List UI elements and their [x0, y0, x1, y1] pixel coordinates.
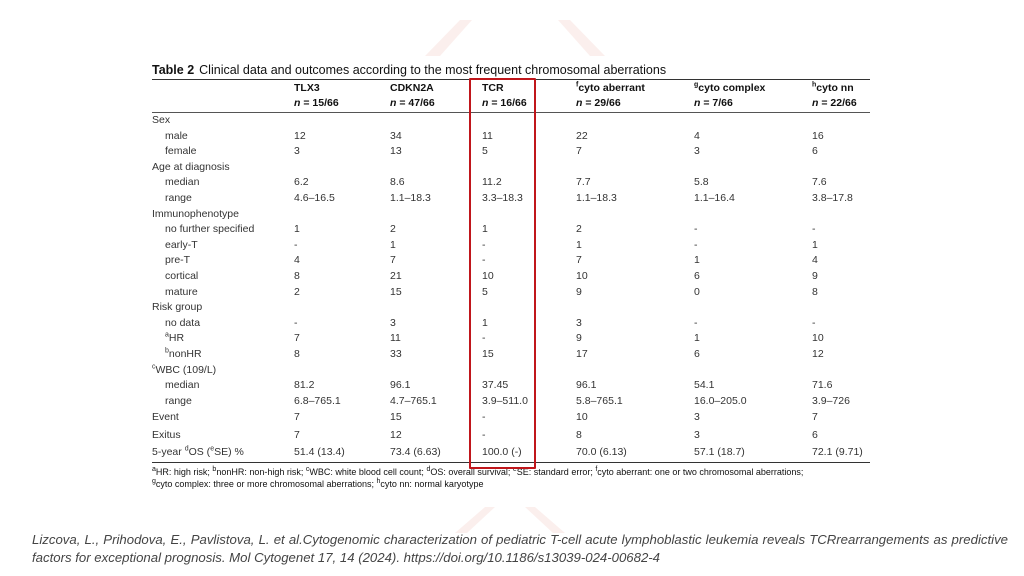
row-label: [152, 316, 294, 332]
table-cell: 10: [576, 411, 588, 424]
table-cell: 15: [482, 347, 494, 360]
column-count-n: n: [694, 97, 701, 109]
table-cell: 15: [390, 285, 402, 298]
table-cell: 3: [576, 316, 582, 329]
empty-cell: [812, 363, 870, 379]
table-cell: 4: [812, 254, 818, 267]
label-text: male: [165, 129, 188, 142]
table-cell: 21: [390, 269, 402, 282]
empty-cell: [294, 113, 390, 129]
empty-cell: [576, 300, 694, 316]
table-cell: 7.6: [812, 176, 827, 189]
footnote-sup: h: [376, 477, 381, 485]
table-cell: 96.1: [390, 379, 411, 392]
table-cell: 10: [482, 269, 494, 282]
column-count-n: n: [294, 97, 301, 109]
empty-cell: [294, 300, 390, 316]
table-cell: 4.6–16.5: [294, 191, 335, 204]
table-cell: -: [294, 238, 298, 251]
column-count-value: 15/66: [312, 97, 339, 109]
empty-cell: [576, 207, 694, 223]
table-cell: 11: [482, 129, 493, 142]
tcr-column-highlight-box: [469, 78, 536, 469]
table-cell: -: [482, 254, 486, 267]
table-cell: 1.1–18.3: [576, 191, 617, 204]
column-count-n: n: [390, 97, 397, 109]
table-cell: 5: [482, 285, 488, 298]
table-cell: 54.1: [694, 379, 715, 392]
table-cell: 4: [294, 254, 300, 267]
table-cell: 1.1–16.4: [694, 191, 735, 204]
label-text: cortical: [165, 269, 199, 282]
label-text: pre-T: [165, 254, 191, 267]
table-cell: 5: [482, 145, 488, 158]
table-cell: 1: [576, 238, 582, 251]
label-text: mature: [165, 285, 198, 298]
table-cell: 12: [390, 428, 402, 441]
table-cell: 71.6: [812, 379, 833, 392]
table-cell: 51.4 (13.4): [294, 446, 345, 459]
table-cell: 3.9–511.0: [482, 394, 528, 407]
table-cell: 8: [576, 428, 582, 441]
empty-cell: [294, 207, 390, 223]
label-sup: a: [165, 331, 169, 339]
table-cell: -: [694, 223, 698, 236]
row-label: [152, 175, 294, 191]
table-cell: 0: [694, 285, 700, 298]
table-cell: 6: [694, 269, 700, 282]
table-cell: 1: [812, 238, 818, 251]
table-title: [152, 62, 870, 79]
empty-cell: [694, 207, 812, 223]
table-cell: 11.2: [482, 176, 502, 189]
table-cell: 15: [390, 411, 402, 424]
table-cell: 81.2: [294, 379, 315, 392]
category-label: [152, 363, 294, 379]
citation-text: Lizcova, L., Prihodova, E., Pavlistova, L. et al.Cytogenomic characterization of pediatric T-cell acute lymphoblastic leukemia reveals TCRrearrangements as predictive factors for exceptional prognosis. Mol Cytogenet 17, 14 (2024). https://doi.org/10.1186/s13039-024-00682-4: [32, 532, 1008, 565]
table-caption: Clinical data and outcomes according to the most frequent chromosomal aberrations: [199, 63, 667, 77]
column-header-name: cyto complex: [698, 82, 766, 94]
column-count-value: 16/66: [500, 97, 527, 109]
table-cell: 7: [294, 428, 300, 441]
row-label: [152, 285, 294, 301]
label-sup: d: [184, 445, 189, 453]
column-header-sup: g: [694, 81, 699, 89]
column-header-name: TCR: [482, 82, 504, 94]
table-cell: 96.1: [576, 379, 597, 392]
label-text: no data: [165, 316, 201, 329]
row-label: [152, 144, 294, 160]
column-count: n = 16/66: [482, 97, 527, 109]
column-count-value: 7/66: [712, 97, 733, 109]
column-header-name: TLX3: [294, 82, 320, 94]
table-cell: 3: [390, 316, 396, 329]
footnote-sup: a: [152, 465, 156, 473]
table-cell: 16: [812, 129, 824, 142]
row-label: [152, 427, 294, 445]
empty-cell: [694, 363, 812, 379]
label-text: range: [165, 191, 192, 204]
table-cell: 3.8–17.8: [812, 191, 853, 204]
empty-cell: [812, 300, 870, 316]
row-label: [152, 331, 294, 347]
label-sup: b: [165, 347, 169, 355]
row-label: [152, 191, 294, 207]
table-cell: 6: [694, 347, 700, 360]
footnote-line-2: $^g$cyto complex: three or more chromosomal aberrations; $^h$cyto nn: normal karyotype: [152, 477, 484, 489]
column-count: n = 22/66: [812, 97, 857, 109]
table-cell: 73.4 (6.63): [390, 446, 441, 459]
table-cell: 57.1 (18.7): [694, 446, 745, 459]
category-label: [152, 113, 294, 129]
column-header-tlx3: [294, 80, 390, 95]
table-cell: -: [482, 238, 486, 251]
table-cell: 9: [576, 332, 582, 345]
table-cell: 7: [390, 254, 396, 267]
table-cell: 5.8–765.1: [576, 394, 623, 407]
label-text: range: [165, 394, 192, 407]
empty-cell: [294, 160, 390, 176]
table-cell: 6.8–765.1: [294, 394, 341, 407]
label-text: Exitus: [152, 428, 181, 441]
table-cell: 2: [576, 223, 582, 236]
row-label: [152, 378, 294, 394]
table-cell: 7: [294, 332, 300, 345]
label-text: Age at diagnosis: [152, 160, 230, 173]
table-cell: -: [482, 428, 486, 441]
table-cell: -: [482, 332, 486, 345]
empty-cell: [576, 363, 694, 379]
table-cell: -: [694, 316, 698, 329]
header-blank: [152, 95, 294, 113]
label-sup: c: [152, 363, 156, 370]
table-cell: 9: [576, 285, 582, 298]
row-label: [152, 347, 294, 363]
row-label: [152, 129, 294, 145]
table-cell: 70.0 (6.13): [576, 446, 627, 459]
table-cell: 1.1–18.3: [390, 191, 431, 204]
table-cell: -: [294, 316, 298, 329]
table-cell: 8.6: [390, 176, 405, 189]
footnote-sup: e: [512, 465, 517, 473]
footnote-sup: b: [212, 465, 217, 473]
column-header-name: cyto aberrant: [578, 82, 645, 94]
empty-cell: [694, 113, 812, 129]
category-label: [152, 160, 294, 176]
category-label: [152, 300, 294, 316]
table-cell: 9: [812, 269, 818, 282]
table-cell: 6: [812, 428, 818, 441]
table-cell: 3: [294, 145, 300, 158]
footnote-line-1: $^a$HR: high risk; $^b$nonHR: non-high risk; $^c$WBC: white blood cell count; $^d$OS: overall survival; $^e$SE: standard error; $^f$cyto aberrant: one or two chromosomal aberrations;: [152, 465, 804, 477]
column-header-name: CDKN2A: [390, 82, 434, 94]
table-cell: 8: [812, 285, 818, 298]
column-count-value: 22/66: [830, 97, 857, 109]
label-sup: e: [210, 445, 215, 453]
table-cell: 8: [294, 347, 300, 360]
label-text: Immunophenotype: [152, 207, 239, 220]
label-text: nonHR: [168, 347, 202, 360]
table-cell: 13: [390, 145, 402, 158]
label-text: early-T: [165, 238, 198, 251]
column-header-cyto-complex: [694, 80, 812, 95]
footnote-sup: g: [152, 477, 156, 485]
empty-cell: [576, 160, 694, 176]
table-cell: 7: [294, 411, 300, 424]
label-text: HR: [168, 332, 185, 345]
column-count-value: 47/66: [408, 97, 435, 109]
table-cell: 33: [390, 347, 402, 360]
table-footnote: [152, 466, 870, 490]
table-cell: 4.7–765.1: [390, 394, 437, 407]
empty-cell: [812, 113, 870, 129]
table-cell: 7: [812, 411, 818, 424]
label-text: median: [165, 379, 200, 392]
watermark-logo: [420, 18, 610, 58]
column-header-sup: f: [576, 81, 579, 89]
table-cell: 6: [812, 145, 818, 158]
table-cell: -: [812, 223, 816, 236]
empty-cell: [812, 160, 870, 176]
row-label: [152, 394, 294, 410]
category-label: [152, 207, 294, 223]
column-count-n: n: [482, 97, 489, 109]
footnote-sup: c: [305, 465, 310, 473]
table-cell: 17: [576, 347, 588, 360]
label-text: Risk group: [152, 301, 203, 314]
table-cell: 3.3–18.3: [482, 191, 523, 204]
empty-cell: [576, 113, 694, 129]
column-count-value: 29/66: [594, 97, 621, 109]
table-cell: -: [694, 238, 698, 251]
label-text: Event: [152, 411, 179, 424]
table-cell: 3: [694, 428, 700, 441]
table-cell: 4: [694, 129, 700, 142]
table-cell: 1: [294, 223, 300, 236]
row-label: [152, 222, 294, 238]
table-cell: -: [482, 411, 486, 424]
table-cell: 10: [576, 269, 588, 282]
row-label: [152, 238, 294, 254]
table-number: Table 2: [152, 63, 195, 77]
table-cell: 37.45: [482, 379, 509, 392]
column-count: n = 29/66: [576, 97, 621, 109]
column-header-cyto-nn: [812, 80, 870, 95]
table-cell: 34: [390, 129, 402, 142]
table-cell: 22: [576, 129, 588, 142]
column-count-n: n: [576, 97, 583, 109]
header-blank: [152, 80, 294, 95]
table-cell: 7: [576, 145, 582, 158]
column-header-name: cyto nn: [816, 82, 854, 94]
table-cell: 1: [482, 223, 488, 236]
column-count-n: n: [812, 97, 819, 109]
table-cell: 8: [294, 269, 300, 282]
table-cell: 1: [390, 238, 396, 251]
column-count: n = 47/66: [390, 97, 435, 109]
table-cell: 12: [294, 129, 306, 142]
table-cell: 12: [812, 347, 824, 360]
table-cell: 3.9–726: [812, 394, 850, 407]
row-label: 5-year $^d$OS ($^e$SE) %: [152, 445, 244, 459]
footnote-sup: f: [595, 465, 598, 473]
table-cell: 5.8: [694, 176, 709, 189]
empty-cell: [694, 300, 812, 316]
label-text: median: [165, 176, 200, 189]
table-cell: 7: [576, 254, 582, 267]
table-cell: 6.2: [294, 176, 309, 189]
empty-cell: [812, 207, 870, 223]
table-cell: 1: [694, 332, 700, 345]
column-count: n = 7/66: [694, 97, 733, 109]
table-cell: 2: [390, 223, 396, 236]
table-cell: 1: [482, 316, 488, 329]
table-cell: 3: [694, 411, 700, 424]
column-header-cyto-aberrant: [576, 80, 694, 95]
label-text: Sex: [152, 114, 171, 126]
label-text: WBC (109/L): [155, 363, 217, 376]
empty-cell: [294, 363, 390, 379]
table-cell: 11: [390, 332, 401, 345]
table-cell: 10: [812, 332, 824, 345]
row-label: [152, 269, 294, 285]
empty-cell: [694, 160, 812, 176]
table-cell: 16.0–205.0: [694, 394, 747, 407]
footnote-sup: d: [426, 465, 431, 473]
column-header-sup: h: [812, 81, 817, 89]
row-label: [152, 253, 294, 269]
table-cell: 72.1 (9.71): [812, 446, 863, 459]
table-cell: 1: [694, 254, 700, 267]
column-count: n = 15/66: [294, 97, 339, 109]
table-cell: 2: [294, 285, 300, 298]
table-cell: 7.7: [576, 176, 591, 189]
table-cell: -: [812, 316, 816, 329]
label-text: female: [165, 145, 197, 158]
table-cell: 100.0 (-): [482, 446, 522, 459]
label-text: no further specified: [165, 223, 255, 236]
row-label: [152, 409, 294, 427]
table-cell: 3: [694, 145, 700, 158]
